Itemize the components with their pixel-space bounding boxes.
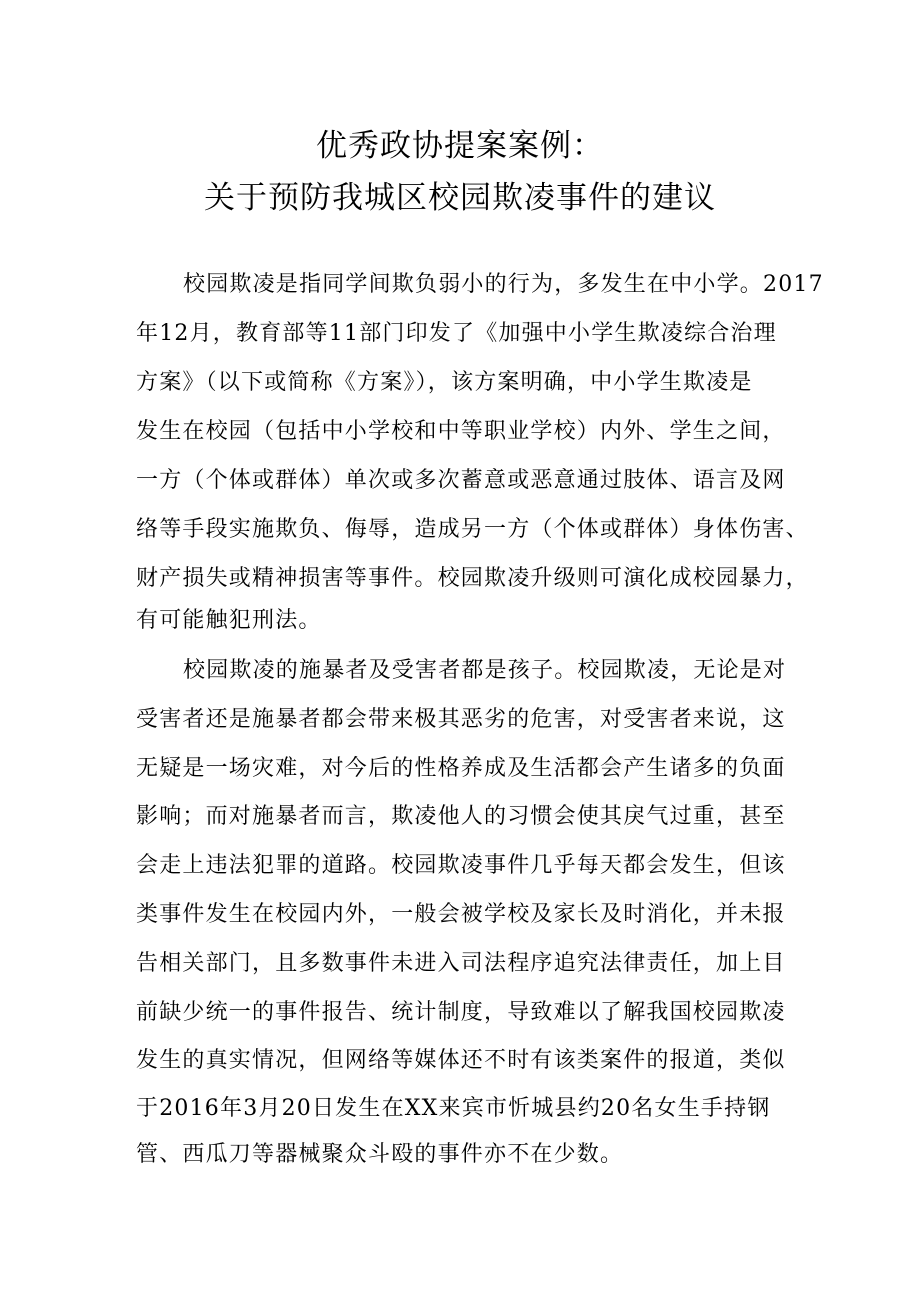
paragraph-1-line: 发生在校园（包括中小学校和中等职业学校）内外、学生之间， — [136, 419, 786, 444]
paragraph-2-line: 无疑是一场灾难，对今后的性格养成及生活都会产生诸多的负面 — [136, 756, 786, 781]
paragraph-2-line: 于2016年3月20日发生在XX来宾市忻城县约20名女生手持钢 — [136, 1096, 771, 1121]
paragraph-2-line: 管、西瓜刀等器械聚众斗殴的事件亦不在少数。 — [136, 1142, 624, 1167]
paragraph-1-line: 方案》（以下或简称《方案》），该方案明确，中小学生欺凌是 — [136, 370, 753, 395]
paragraph-2-line: 会走上违法犯罪的道路。校园欺凌事件几乎每天都会发生，但该 — [136, 853, 786, 878]
paragraph-2-line: 发生的真实情况，但网络等媒体还不时有该类案件的报道，类似 — [136, 1048, 786, 1073]
paragraph-2-line: 前缺少统一的事件报告、统计制度，导致难以了解我国校园欺凌 — [136, 1000, 786, 1025]
paragraph-1-line: 一方（个体或群体）单次或多次蓄意或恶意通过肢体、语言及网 — [136, 468, 786, 493]
paragraph-2-line: 告相关部门，且多数事件未进入司法程序追究法律责任，加上目 — [136, 951, 786, 976]
paragraph-2-line: 类事件发生在校园内外，一般会被学校及家长及时消化，并未报 — [136, 902, 786, 927]
paragraph-1-line: 有可能触犯刑法。 — [136, 608, 322, 633]
document-title-line-2: 关于预防我城区校园欺凌事件的建议 — [204, 180, 716, 216]
paragraph-1-line: 络等手段实施欺负、侮辱，造成另一方（个体或群体）身体伤害、 — [136, 517, 809, 542]
paragraph-2-line: 影响；而对施暴者而言，欺凌他人的习惯会使其戾气过重，甚至 — [136, 804, 786, 829]
paragraph-1-line: 校园欺凌是指同学间欺负弱小的行为，多发生在中小学。2017 — [183, 272, 824, 297]
paragraph-2-line: 校园欺凌的施暴者及受害者都是孩子。校园欺凌，无论是对 — [183, 658, 787, 683]
paragraph-1-line: 财产损失或精神损害等事件。校园欺凌升级则可演化成校园暴力， — [136, 566, 809, 591]
paragraph-1-line: 年12月，教育部等11部门印发了《加强中小学生欺凌综合治理 — [136, 321, 777, 346]
paragraph-2-line: 受害者还是施暴者都会带来极其恶劣的危害，对受害者来说，这 — [136, 707, 786, 732]
document-title-line-1: 优秀政协提案案例： — [316, 128, 604, 164]
